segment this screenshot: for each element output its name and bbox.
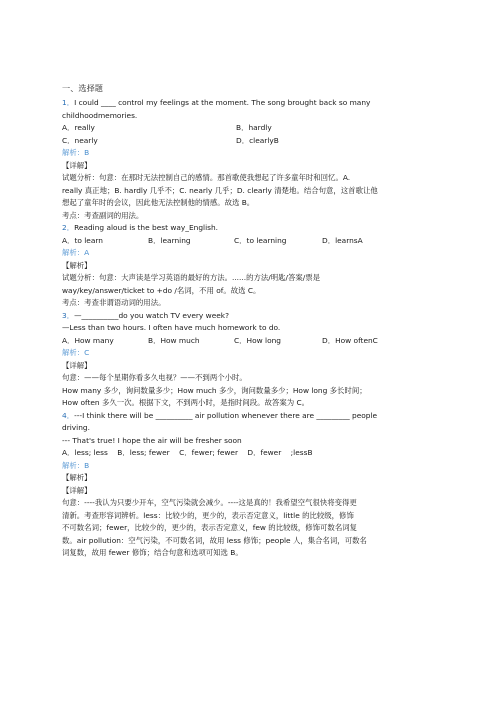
- detail-header: 【解析】: [62, 260, 92, 270]
- question-stem-line: --- That's true! I hope the air will be fresher soon: [62, 435, 242, 445]
- explanation-line: 数。air pollution：空气污染，不可数名词，故用 less 修饰；people 人，集合名词，可数名: [62, 535, 367, 545]
- analysis-label: 解析：A: [62, 248, 90, 257]
- question-stem-line: driving.: [62, 423, 90, 432]
- option-c: C．to learning: [234, 235, 287, 245]
- option-b: B．How much: [148, 335, 200, 345]
- option-d: D．learnsA: [322, 235, 363, 245]
- explanation-line: How many 多少，询问数量多少；How much 多少，询问数量多少；How long 多长时间；: [62, 385, 367, 395]
- question-number: 4．: [62, 410, 75, 420]
- analysis-label: 解析：B: [62, 148, 90, 157]
- options-row: [62, 335, 462, 348]
- question-stem-line: 2．Reading aloud is the best way_English.: [62, 223, 219, 232]
- detail-header: 【详解】: [62, 485, 92, 495]
- option-a: A．to learn: [62, 235, 103, 245]
- options-row: A．less; less B．less; fewer C．fewer; fewer D．fewer ;lessB: [62, 448, 313, 457]
- option-c: C．How long: [234, 335, 281, 345]
- explanation-line: 试题分析：句意：在那时无法控制自己的感情。那首歌使我想起了许多童年时和回忆。A.: [62, 173, 351, 182]
- question-stem-line: 4．---I think there will be __________ air pollution whenever there are _________ people: [62, 410, 378, 420]
- question-stem-line: 1．I could ____ control my feelings at the moment. The song brought back so many: [62, 98, 371, 107]
- options-row: [62, 135, 462, 148]
- explanation-line: 句意：——每个星期你看多久电视？——不到两个小时。: [62, 373, 247, 382]
- question-4: [62, 410, 462, 560]
- question-2: [62, 222, 462, 310]
- question-stem-line: childhoodmemories.: [62, 110, 138, 120]
- point-note: 考点：考查副词的用法。: [62, 210, 144, 220]
- explanation-line: way/key/answer/ticket to +do /名词，不用 of。故选 C。: [62, 285, 261, 295]
- explanation-line: How often 多久一次。根据下文，不到两小时，是指时间段。故答案为 C。: [62, 398, 310, 407]
- detail-header: 【详解】: [62, 160, 92, 170]
- question-stem-line: 3．—__________do you watch TV every week?: [62, 310, 229, 320]
- option-c: C．nearly: [62, 135, 98, 145]
- question-number: 1．: [62, 98, 75, 107]
- option-a: A．really: [62, 123, 95, 132]
- analysis-label: 解析：C: [62, 348, 90, 357]
- explanation-line: really 真正地；B. hardly 几乎不；C. nearly 几乎；D. clearly 清楚地。结合句意，这首歌让他: [62, 185, 378, 195]
- option-d: D．How oftenC: [322, 335, 378, 345]
- explanation-line: 不可数名词；fewer，比较少的，更少的，表示否定意义，few 的比较级，修饰可数名词复: [62, 523, 357, 532]
- explanation-line: 词复数，故用 fewer 修饰；结合句意和选项可知选 B。: [62, 548, 243, 557]
- question-stem-line: —Less than two hours. I often have much homework to do.: [62, 323, 281, 332]
- question-1: [62, 97, 462, 222]
- option-a: A．How many: [62, 335, 114, 345]
- option-b: B．hardly: [236, 123, 272, 132]
- point-note: 考点：考查非谓语动词的用法。: [62, 298, 166, 307]
- option-b: B．learning: [148, 235, 191, 245]
- explanation-line: 句意：----我认为只要少开车，空气污染就会减少。----这是真的！我希望空气很快将变得更: [62, 498, 357, 507]
- explanation-line: 清新。考查形容词辨析。less：比较少的，更少的，表示否定意义，little 的比较级，修饰: [62, 510, 354, 520]
- question-number: 2．: [62, 223, 75, 232]
- detail-header: 【解析】: [62, 473, 92, 482]
- explanation-line: 想起了童年时的会议，因此他无法控制他的情感。故选 B。: [62, 198, 255, 207]
- question-3: [62, 310, 462, 410]
- options-row: [62, 235, 462, 248]
- options-row: [62, 122, 462, 135]
- section-title: 一、选择题: [62, 83, 103, 93]
- explanation-line: 试题分析：句意：大声读是学习英语的最好的方法。......的方法/明匙/答案/票是: [62, 273, 321, 282]
- question-number: 3．: [62, 310, 75, 320]
- detail-header: 【详解】: [62, 360, 92, 370]
- option-d: D．clearlyB: [236, 135, 279, 145]
- document-content: [62, 82, 462, 560]
- analysis-label: 解析：B: [62, 460, 90, 470]
